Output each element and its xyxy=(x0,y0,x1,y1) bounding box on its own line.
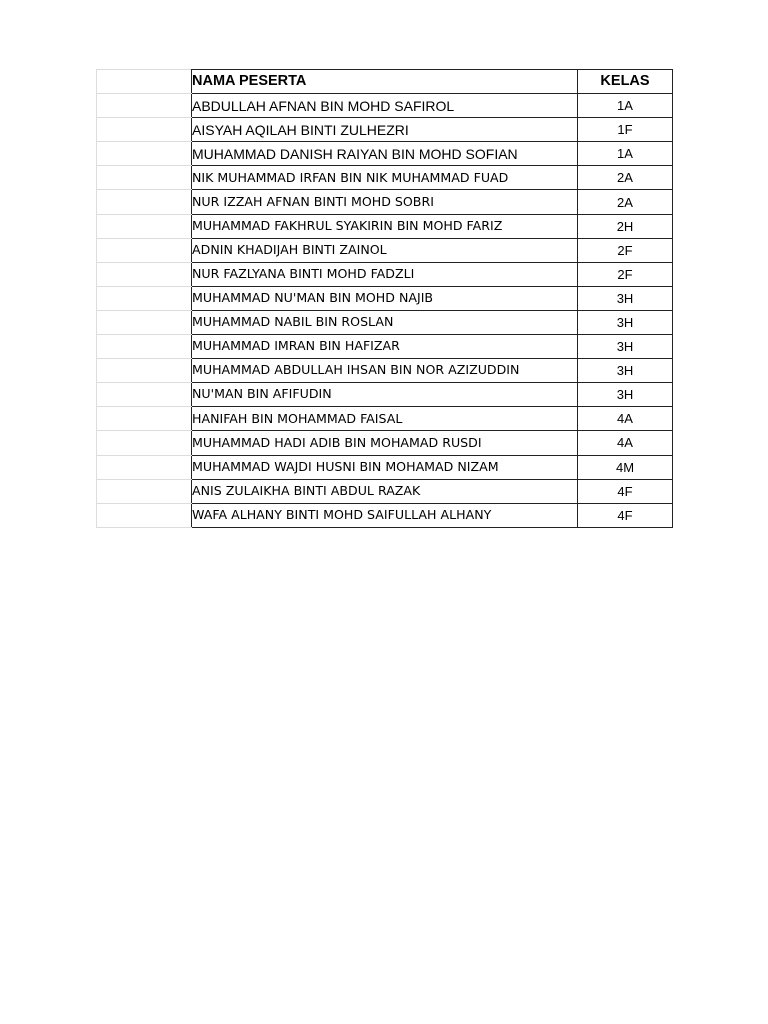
empty-cell xyxy=(97,166,192,190)
empty-cell xyxy=(97,383,192,407)
table-row xyxy=(97,383,673,407)
participant-kelas-cell: 4A xyxy=(578,407,673,431)
participant-name-cell: WAFA ALHANY BINTI MOHD SAIFULLAH ALHANY xyxy=(192,503,578,527)
participant-name-cell: MUHAMMAD HADI ADIB BIN MOHAMAD RUSDI xyxy=(192,431,578,455)
participant-name-cell: ADNIN KHADIJAH BINTI ZAINOL xyxy=(192,238,578,262)
participant-name-cell: ANIS ZULAIKHA BINTI ABDUL RAZAK xyxy=(192,479,578,503)
empty-cell xyxy=(97,214,192,238)
header-name-cell: NAMA PESERTA xyxy=(192,70,578,94)
empty-cell xyxy=(97,142,192,166)
participant-name-cell: NIK MUHAMMAD IRFAN BIN NIK MUHAMMAD FUAD xyxy=(192,166,578,190)
table-row xyxy=(97,479,673,503)
header-kelas-cell: KELAS xyxy=(578,70,673,94)
participant-kelas-cell: 1A xyxy=(578,142,673,166)
participant-kelas-cell: 2H xyxy=(578,214,673,238)
participant-table xyxy=(96,69,673,528)
table-row xyxy=(97,310,673,334)
table-row xyxy=(97,431,673,455)
participant-kelas-cell: 4M xyxy=(578,455,673,479)
table-header-row xyxy=(97,70,673,94)
participant-kelas-cell: 3H xyxy=(578,335,673,359)
empty-cell xyxy=(97,431,192,455)
participant-name-cell: ABDULLAH AFNAN BIN MOHD SAFIROL xyxy=(192,94,578,118)
table-row xyxy=(97,503,673,527)
participant-name-cell: AISYAH AQILAH BINTI ZULHEZRI xyxy=(192,118,578,142)
table-row xyxy=(97,262,673,286)
empty-cell xyxy=(97,479,192,503)
participant-name-cell: MUHAMMAD NU'MAN BIN MOHD NAJIB xyxy=(192,286,578,310)
table-row xyxy=(97,118,673,142)
participant-name-cell: MUHAMMAD NABIL BIN ROSLAN xyxy=(192,310,578,334)
participant-name-cell: MUHAMMAD IMRAN BIN HAFIZAR xyxy=(192,335,578,359)
participant-name-cell: MUHAMMAD DANISH RAIYAN BIN MOHD SOFIAN xyxy=(192,142,578,166)
empty-cell xyxy=(97,407,192,431)
empty-cell xyxy=(97,70,192,94)
participant-kelas-cell: 2F xyxy=(578,262,673,286)
table-row xyxy=(97,455,673,479)
participant-kelas-cell: 4F xyxy=(578,503,673,527)
participant-kelas-cell: 1F xyxy=(578,118,673,142)
participant-kelas-cell: 2A xyxy=(578,190,673,214)
empty-cell xyxy=(97,286,192,310)
empty-cell xyxy=(97,503,192,527)
empty-cell xyxy=(97,190,192,214)
participant-kelas-cell: 1A xyxy=(578,94,673,118)
participant-name-cell: NUR FAZLYANA BINTI MOHD FADZLI xyxy=(192,262,578,286)
table-row xyxy=(97,142,673,166)
participant-kelas-cell: 3H xyxy=(578,310,673,334)
participant-table-body xyxy=(97,70,673,528)
table-row xyxy=(97,238,673,262)
table-row xyxy=(97,335,673,359)
participant-name-cell: MUHAMMAD ABDULLAH IHSAN BIN NOR AZIZUDDIN xyxy=(192,359,578,383)
empty-cell xyxy=(97,118,192,142)
participant-kelas-cell: 3H xyxy=(578,359,673,383)
empty-cell xyxy=(97,238,192,262)
participant-name-cell: MUHAMMAD FAKHRUL SYAKIRIN BIN MOHD FARIZ xyxy=(192,214,578,238)
empty-cell xyxy=(97,359,192,383)
empty-cell xyxy=(97,310,192,334)
table-row xyxy=(97,190,673,214)
participant-kelas-cell: 3H xyxy=(578,286,673,310)
empty-cell xyxy=(97,335,192,359)
participant-kelas-cell: 2F xyxy=(578,238,673,262)
table-row xyxy=(97,407,673,431)
participant-name-cell: HANIFAH BIN MOHAMMAD FAISAL xyxy=(192,407,578,431)
table-row xyxy=(97,166,673,190)
participant-name-cell: NU'MAN BIN AFIFUDIN xyxy=(192,383,578,407)
empty-cell xyxy=(97,455,192,479)
table-row xyxy=(97,286,673,310)
participant-kelas-cell: 4A xyxy=(578,431,673,455)
participant-name-cell: NUR IZZAH AFNAN BINTI MOHD SOBRI xyxy=(192,190,578,214)
participant-kelas-cell: 3H xyxy=(578,383,673,407)
table-row xyxy=(97,359,673,383)
participant-kelas-cell: 4F xyxy=(578,479,673,503)
table-row xyxy=(97,214,673,238)
empty-cell xyxy=(97,262,192,286)
empty-cell xyxy=(97,94,192,118)
participant-name-cell: MUHAMMAD WAJDI HUSNI BIN MOHAMAD NIZAM xyxy=(192,455,578,479)
participant-kelas-cell: 2A xyxy=(578,166,673,190)
table-row xyxy=(97,94,673,118)
